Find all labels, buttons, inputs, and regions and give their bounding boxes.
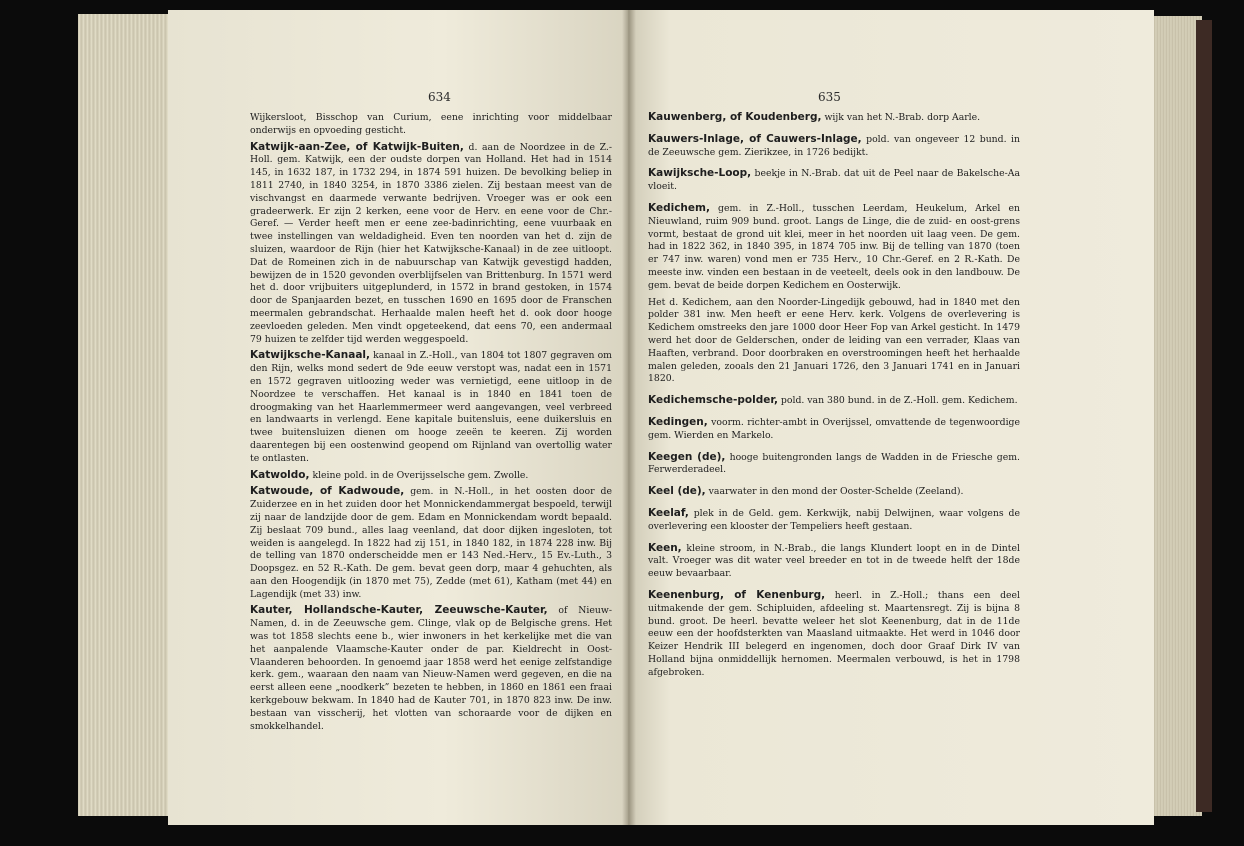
right-page-number: 635 (818, 90, 841, 104)
left-page-edges (78, 14, 174, 816)
entry-headword: Keenenburg, of Kenenburg, (648, 588, 826, 601)
entry-headword: Keen, (648, 541, 682, 554)
entry (648, 542, 1020, 581)
entry-body: wijk van het N.-Brab. dorp Aarle. (821, 112, 981, 123)
entry (250, 349, 612, 465)
entry-body: pold. van ongeveer 12 bund. in de Zeeuwsche gem. Zierikzee, in 1726 bedijkt. (648, 133, 1020, 158)
entry (648, 485, 1020, 499)
entry-headword: Kedichem, (648, 201, 710, 214)
entry-body: pold. van 380 bund. in de Z.-Holl. gem. Kedichem. (777, 395, 1018, 407)
entry-body: heerl. in Z.-Holl.; thans een deel uitmakende der gem. Schipluiden, afdeeling st. Maartensregt. Zij is bijna 8 bund. groot. De heerl. bevatte weleer het slot Keenenburg, dat in de 11de eeuw een der hoofdsterkten van Maasland uitmaakte. Het werd in 1046 door Keizer Hendrik III belegerd en ingenomen, doch door Graaf Dirk IV van Holland bijna onmiddellijk hernomen. Meermalen verbouwd, is het in 1798 afgebroken. (648, 589, 1020, 678)
entry-body: of Nieuw-Namen, d. in de Zeeuwsche gem. Clinge, vlak op de Belgische grens. Het was tot 1858 slechts eene b., wier inwoners in het kerkelijke met die van het aanpalende Vlaamsche-Kauter onder de par. Kieldrecht in Oost-Vlaanderen behoorden. In genoemd jaar 1858 werd het eenige zelfstandige kerk. gem., waaraan den naam van Nieuw-Namen werd gegeven, en die na eerst alleen eene „noodkerk” bezeten te hebben, in 1860 en 1861 een fraai kerkgebouw bekwam. In 1840 had de Kauter 701, in 1870 823 inw. De inw. bestaan van visscherij, het vlotten van schoraarde voor de dijken en smokkelhandel. (250, 605, 612, 732)
entry-body: gem. in N.-Holl., in het oosten door de Zuiderzee en in het zuiden door het Monnickendammergat bespoeld, terwijl zij naar de landzijde door de gem. Edam en Monnickendam wordt bepaald. Zij beslaat 709 bund., alles laag veenland, dat door dijken ingesloten, tot weiden is aangelegd. In 1822 had zij 151, in 1840 182, in 1874 228 inw. Bij de telling van 1870 onderscheidde men er 143 Ned.-Herv., 15 Ev.-Luth., 3 Doopsgez. en 52 R.-Kath. De gem. bevat geen dorp, maar 4 gehuchten, als aan den Hoogendijk (in 1870 met 75), Zedde (met 61), Katham (met 44) en Lagendijk (met 33) inw. (250, 486, 612, 600)
entry-headword: Kedichemsche-polder, (648, 394, 778, 407)
book-gutter-shadow (622, 10, 636, 825)
right-page (628, 10, 1154, 825)
left-page-text (250, 111, 612, 736)
entry-headword: Kauter, Hollandsche-Kauter, Zeeuwsche-Kauter, (250, 604, 548, 617)
entry (250, 111, 612, 138)
entry-body: d. aan de Noordzee in de Z.-Holl. gem. Katwijk, een der oudste dorpen van Holland. Het had in 1514 145, in 1632 187, in 1732 294, in 1874 591 huizen. De bevolking beliep in 1811 2740, in 1840 3254, in 1870 3386 zielen. Zij bestaan meest van de vischvangst en daarmede verwante bedrijven. Vroeger was er ook een gradeerwerk. Er zijn 2 kerken, eene voor de Herv. en eene voor de Chr.-Geref. — Verder heeft men er eene zee-badinrichting, eene vuurbaak en twee instellingen van weldadigheid. Even ten noorden van het d. zijn de sluizen, waardoor de Rijn (hier het Katwijksche-Kanaal) in de zee uitloopt. Dat de Romeinen zich in de nabuurschap van Katwijk gevestigd hadden, bewijzen de in 1520 gevonden overblijfselen van Brittenburg. In 1571 werd het d. door vrijbuiters uitgeplunderd, in 1572 in brand gestoken, in 1574 door de Spanjaarden bezet, en tusschen 1690 en 1695 door de Franschen meermalen gebrandschat. Herhaalde malen heeft het d. ook door hooge zeevloeden geleden. Men vindt opgeteekend, dat eens 70, een andermaal 79 huizen te zelfder tijd werden weggespoeld. (250, 141, 612, 345)
entry-headword: Keegen (de), (648, 450, 726, 463)
entry-headword: Kedingen, (648, 415, 708, 428)
right-page-edges (1150, 16, 1202, 816)
entry-headword: Katwoldo, (250, 468, 310, 481)
left-page (168, 10, 628, 825)
entry (648, 507, 1020, 534)
entry-body: kanaal in Z.-Holl., van 1804 tot 1807 gegraven om den Rijn, welks mond sedert de 9de eeuw verstopt was, nadat een in 1571 en 1572 gegraven uitloozing weder was vernietigd, eene uitloop in de Noordzee te verschaffen. Het kanaal is in 1840 en 1841 toen de droogmaking van het Haarlemmermeer werd aangevangen, veel verbreed en landwaarts in verlengd. Eene kapitale buitensluis, eene duikersluis en twee buitensluizen dienen om hooge zeeën te keeren. Zij worden daarentegen bij een oostenwind geopend om Rijnland van overtollig water te ontlasten. (250, 350, 612, 464)
entry-headword: Kauwenberg, of Koudenberg, (648, 111, 822, 123)
entry (250, 141, 612, 347)
entry-headword: Keelaf, (648, 506, 689, 519)
entry (648, 296, 1020, 387)
entry-body: beekje in N.-Brab. dat uit de Peel naar de Bakelsche-Aa vloeit. (648, 168, 1020, 193)
entry-body: Wijkersloot, Bisschop van Curium, eene inrichting voor middelbaar onderwijs en opvoeding gesticht. (250, 112, 612, 136)
entry (250, 469, 612, 483)
entry (250, 604, 612, 733)
entry-headword: Kawijksche-Loop, (648, 167, 752, 180)
entry (648, 133, 1020, 160)
entry-headword: Kauwers-Inlage, of Cauwers-Inlage, (648, 132, 862, 145)
entry (648, 451, 1020, 478)
entry-body: hooge buitengronden langs de Wadden in de Friesche gem. Ferwerderadeel. (648, 451, 1020, 476)
entry-body: Het d. Kedichem, aan den Noorder-Lingedijk gebouwd, had in 1840 met den polder 381 inw. Men heeft er eene Herv. kerk. Volgens de overlevering is Kedichem omstreeks den jare 1000 door Heer Fop van Arkel gesticht. In 1479 werd het door de Gelderschen, onder de leiding van een verrader, Klaas van Haaften, verbrand. Door doorbraken en overstroomingen heeft het herhaalde malen geleden, zooals den 21 Januari 1726, den 3 Januari 1741 en in Januari 1820. (648, 296, 1020, 385)
entry (648, 111, 1020, 125)
right-page-text (648, 111, 1020, 682)
entry-body: voorm. richter-ambt in Overijssel, omvattende de tegenwoordige gem. Wierden en Markelo. (648, 416, 1020, 441)
entry-headword: Katwijksche-Kanaal, (250, 349, 371, 362)
entry-body: kleine pold. in de Overijsselsche gem. Zwolle. (309, 469, 529, 481)
entry (648, 202, 1020, 293)
entry-body: kleine stroom, in N.-Brab., die langs Klundert loopt en in de Dintel valt. Vroeger was dit water veel breeder en tot in de tweede helft der 18de eeuw bevaarbaar. (648, 542, 1020, 580)
book-cover-spine-edge (1196, 20, 1212, 812)
entry (648, 416, 1020, 443)
entry-headword: Katwoude, of Kadwoude, (250, 485, 405, 498)
entry (648, 589, 1020, 680)
left-page-number: 634 (428, 90, 451, 104)
entry-headword: Keel (de), (648, 485, 706, 498)
entry (648, 394, 1020, 408)
entry (648, 167, 1020, 194)
entry-headword: Katwijk-aan-Zee, of Katwijk-Buiten, (250, 140, 464, 153)
entry-body: plek in de Geld. gem. Kerkwijk, nabij Delwijnen, waar volgens de overlevering een klooster der Tempeliers heeft gestaan. (648, 507, 1020, 532)
entry-body: gem. in Z.-Holl., tusschen Leerdam, Heukelum, Arkel en Nieuwland, ruim 909 bund. groot. Langs de Linge, die de zuid- en oost-grens vormt, bestaat de grond uit klei, meer in het noorden uit laag veen. De gem. had in 1822 362, in 1840 395, in 1874 705 inw. Bij de telling van 1870 (toen er 747 inw. waren) vond men er 735 Herv., 10 Chr.-Geref. en 2 R.-Kath. De meeste inw. vinden een bestaan in de veeteelt, deels ook in den landbouw. De gem. bevat de beide dorpen Kedichem en Oosterwijk. (648, 202, 1020, 291)
entry (250, 485, 612, 601)
entry-body: vaarwater in den mond der Ooster-Schelde (Zeeland). (705, 486, 964, 498)
